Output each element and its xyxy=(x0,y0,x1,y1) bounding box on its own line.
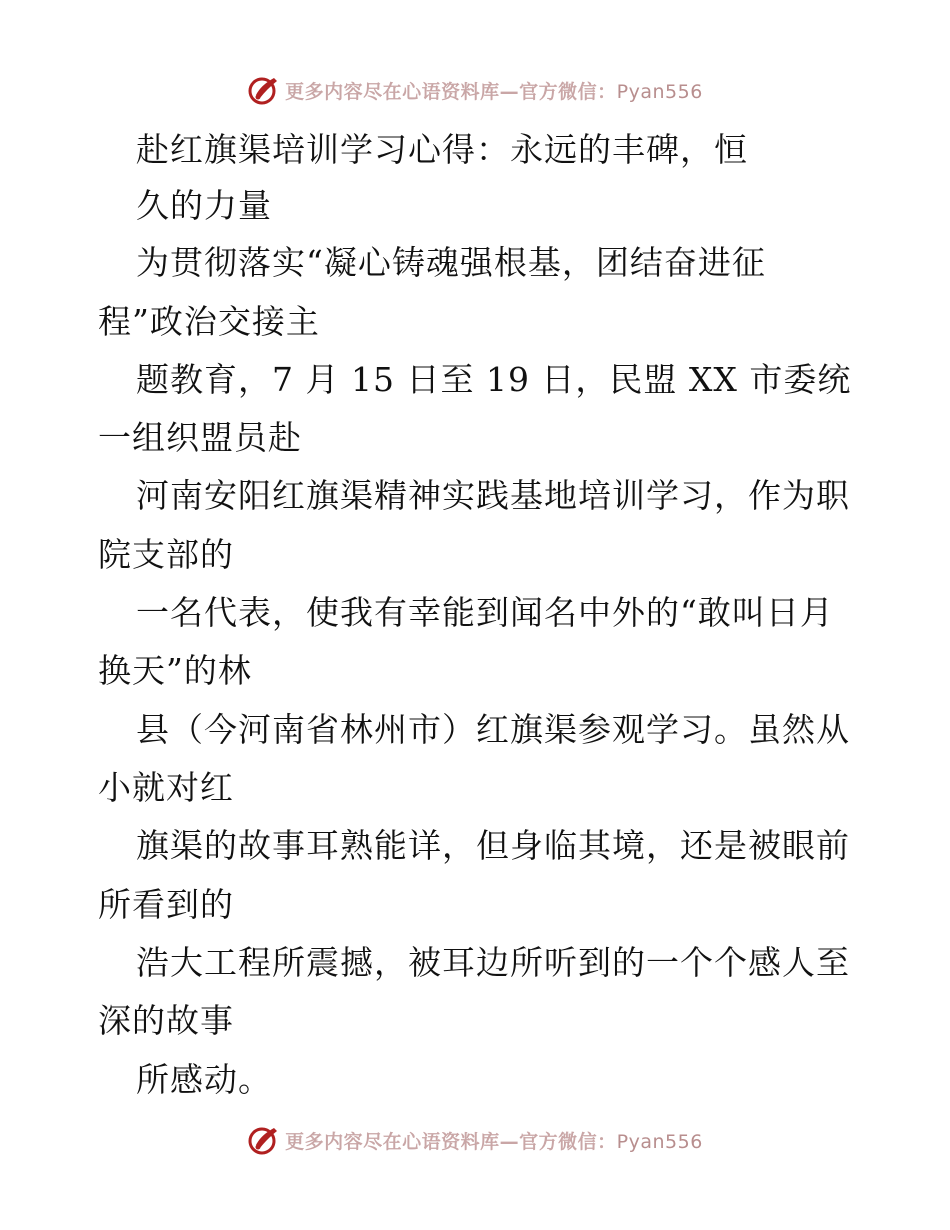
text-line: 赴红旗渠培训学习心得：永远的丰碑，恒 xyxy=(136,130,748,169)
footer-text xyxy=(285,1127,703,1154)
footer-slogan: 更多内容尽在心语资料库—官方微信： xyxy=(285,1130,617,1153)
text-line: 一组织盟员赴 xyxy=(98,418,302,457)
header-text xyxy=(285,77,703,104)
text-line: 河南安阳红旗渠精神实践基地培训学习，作为职 xyxy=(136,476,850,515)
text-line: 浩大工程所震撼，被耳边所听到的一个个感人至 xyxy=(136,943,850,982)
text-line: 久的力量 xyxy=(136,186,272,225)
text-line: 换天”的林 xyxy=(98,651,252,690)
footer-banner xyxy=(0,1120,950,1160)
text-line: 为贯彻落实“凝心铸魂强根基，团结奋进征 xyxy=(136,243,766,282)
text-line: 院支部的 xyxy=(98,535,234,574)
header-wechat-id: Pyan556 xyxy=(616,80,703,103)
text-line: 题教育，7 月 15 日至 19 日，民盟 XX 市委统 xyxy=(136,360,852,399)
text-line: 县（今河南省林州市）红旗渠参观学习。虽然从 xyxy=(136,710,850,749)
footer-wechat-id: Pyan556 xyxy=(616,1130,703,1153)
header-banner xyxy=(0,70,950,110)
text-line: 旗渠的故事耳熟能详，但身临其境，还是被眼前 xyxy=(136,826,850,865)
header-slogan: 更多内容尽在心语资料库—官方微信： xyxy=(285,80,617,103)
text-line: 小就对红 xyxy=(98,768,234,807)
text-line: 一名代表，使我有幸能到闻名中外的“敢叫日月 xyxy=(136,593,834,632)
brush-pen-logo-icon xyxy=(247,73,281,107)
text-line: 所感动。 xyxy=(136,1060,272,1099)
brush-pen-logo-icon xyxy=(247,1123,281,1157)
text-line: 深的故事 xyxy=(98,1001,234,1040)
text-line: 所看到的 xyxy=(98,885,234,924)
text-line: 程”政治交接主 xyxy=(98,302,320,341)
